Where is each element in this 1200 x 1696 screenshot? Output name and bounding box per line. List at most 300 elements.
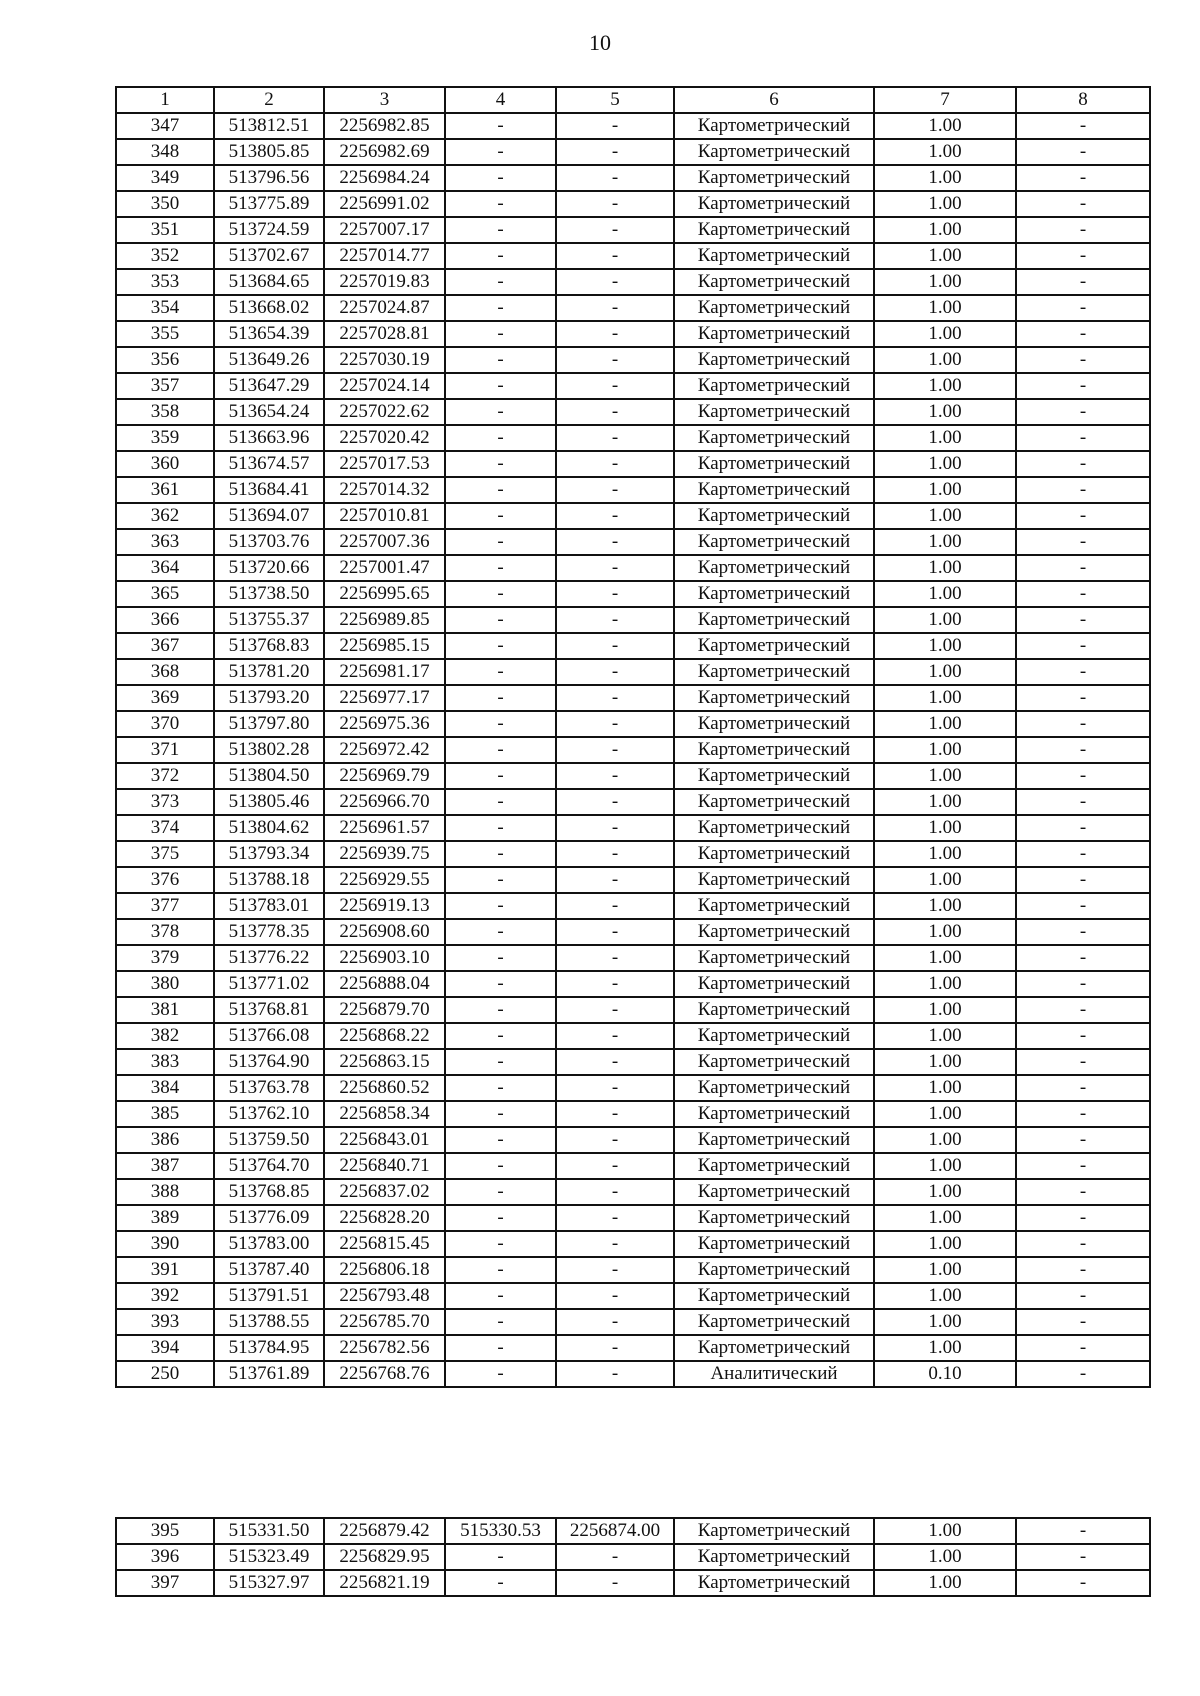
- table-row: [116, 191, 1150, 217]
- col5-value-cell: -: [556, 243, 674, 269]
- x-coordinate-cell: 513647.29: [214, 373, 324, 399]
- point-number-cell: 378: [116, 919, 214, 945]
- y-coordinate-cell: 2256975.36: [324, 711, 445, 737]
- col4-value-cell: -: [445, 555, 556, 581]
- point-number-cell: 364: [116, 555, 214, 581]
- col5-value-cell: -: [556, 971, 674, 997]
- method-cell: Картометрический: [674, 1153, 874, 1179]
- method-cell: Картометрический: [674, 659, 874, 685]
- point-number-cell: 396: [116, 1544, 214, 1570]
- point-number-cell: 369: [116, 685, 214, 711]
- x-coordinate-cell: 513764.90: [214, 1049, 324, 1075]
- table-row: [116, 503, 1150, 529]
- accuracy-cell: 1.00: [874, 711, 1016, 737]
- col4-value-cell: -: [445, 165, 556, 191]
- x-coordinate-cell: 513768.83: [214, 633, 324, 659]
- point-number-cell: 374: [116, 815, 214, 841]
- y-coordinate-cell: 2256782.56: [324, 1335, 445, 1361]
- col5-value-cell: -: [556, 1205, 674, 1231]
- y-coordinate-cell: 2257022.62: [324, 399, 445, 425]
- table-row: [116, 139, 1150, 165]
- col5-value-cell: -: [556, 1257, 674, 1283]
- point-number-cell: 250: [116, 1361, 214, 1387]
- point-number-cell: 371: [116, 737, 214, 763]
- method-cell: Картометрический: [674, 997, 874, 1023]
- col8-value-cell: -: [1016, 737, 1150, 763]
- col5-value-cell: -: [556, 919, 674, 945]
- col5-value-cell: -: [556, 295, 674, 321]
- col8-value-cell: -: [1016, 1570, 1150, 1596]
- col5-value-cell: -: [556, 789, 674, 815]
- point-number-cell: 360: [116, 451, 214, 477]
- point-number-cell: 368: [116, 659, 214, 685]
- accuracy-cell: 1.00: [874, 815, 1016, 841]
- point-number-cell: 350: [116, 191, 214, 217]
- y-coordinate-cell: 2256995.65: [324, 581, 445, 607]
- method-cell: Картометрический: [674, 1205, 874, 1231]
- method-cell: Картометрический: [674, 1518, 874, 1544]
- accuracy-cell: 1.00: [874, 789, 1016, 815]
- col4-value-cell: 515330.53: [445, 1518, 556, 1544]
- col8-value-cell: -: [1016, 1257, 1150, 1283]
- point-number-cell: 395: [116, 1518, 214, 1544]
- point-number-cell: 352: [116, 243, 214, 269]
- x-coordinate-cell: 513764.70: [214, 1153, 324, 1179]
- y-coordinate-cell: 2256868.22: [324, 1023, 445, 1049]
- col5-value-cell: -: [556, 321, 674, 347]
- col8-value-cell: -: [1016, 243, 1150, 269]
- col5-value-cell: -: [556, 581, 674, 607]
- header-cell: 1: [116, 87, 214, 113]
- col4-value-cell: -: [445, 711, 556, 737]
- accuracy-cell: 1.00: [874, 191, 1016, 217]
- col8-value-cell: -: [1016, 1361, 1150, 1387]
- col5-value-cell: -: [556, 997, 674, 1023]
- table-row: [116, 477, 1150, 503]
- y-coordinate-cell: 2256919.13: [324, 893, 445, 919]
- y-coordinate-cell: 2256929.55: [324, 867, 445, 893]
- method-cell: Картометрический: [674, 269, 874, 295]
- y-coordinate-cell: 2256888.04: [324, 971, 445, 997]
- accuracy-cell: 1.00: [874, 295, 1016, 321]
- col4-value-cell: -: [445, 217, 556, 243]
- col5-value-cell: -: [556, 139, 674, 165]
- col8-value-cell: -: [1016, 633, 1150, 659]
- col4-value-cell: -: [445, 1231, 556, 1257]
- accuracy-cell: 1.00: [874, 1049, 1016, 1075]
- method-cell: Картометрический: [674, 1127, 874, 1153]
- x-coordinate-cell: 513802.28: [214, 737, 324, 763]
- point-number-cell: 356: [116, 347, 214, 373]
- point-number-cell: 380: [116, 971, 214, 997]
- method-cell: Картометрический: [674, 139, 874, 165]
- point-number-cell: 355: [116, 321, 214, 347]
- x-coordinate-cell: 513674.57: [214, 451, 324, 477]
- accuracy-cell: 1.00: [874, 269, 1016, 295]
- col5-value-cell: -: [556, 841, 674, 867]
- col5-value-cell: -: [556, 1153, 674, 1179]
- col8-value-cell: -: [1016, 919, 1150, 945]
- y-coordinate-cell: 2257030.19: [324, 347, 445, 373]
- point-number-cell: 358: [116, 399, 214, 425]
- accuracy-cell: 1.00: [874, 243, 1016, 269]
- col8-value-cell: -: [1016, 165, 1150, 191]
- x-coordinate-cell: 513783.00: [214, 1231, 324, 1257]
- method-cell: Картометрический: [674, 113, 874, 139]
- method-cell: Картометрический: [674, 373, 874, 399]
- col8-value-cell: -: [1016, 997, 1150, 1023]
- coordinates-table: [115, 86, 1151, 1388]
- table-row: [116, 347, 1150, 373]
- y-coordinate-cell: 2256939.75: [324, 841, 445, 867]
- col4-value-cell: -: [445, 919, 556, 945]
- col4-value-cell: -: [445, 1049, 556, 1075]
- col8-value-cell: -: [1016, 503, 1150, 529]
- point-number-cell: 373: [116, 789, 214, 815]
- y-coordinate-cell: 2257010.81: [324, 503, 445, 529]
- col5-value-cell: -: [556, 165, 674, 191]
- point-number-cell: 363: [116, 529, 214, 555]
- point-number-cell: 389: [116, 1205, 214, 1231]
- point-number-cell: 381: [116, 997, 214, 1023]
- table-row: [116, 1570, 1150, 1596]
- method-cell: Картометрический: [674, 711, 874, 737]
- col5-value-cell: -: [556, 1570, 674, 1596]
- table-row: [116, 451, 1150, 477]
- y-coordinate-cell: 2256828.20: [324, 1205, 445, 1231]
- method-cell: Картометрический: [674, 555, 874, 581]
- x-coordinate-cell: 513663.96: [214, 425, 324, 451]
- col5-value-cell: -: [556, 529, 674, 555]
- accuracy-cell: 1.00: [874, 113, 1016, 139]
- col5-value-cell: -: [556, 633, 674, 659]
- table-row: [116, 945, 1150, 971]
- x-coordinate-cell: 513783.01: [214, 893, 324, 919]
- x-coordinate-cell: 513654.39: [214, 321, 324, 347]
- col8-value-cell: -: [1016, 1335, 1150, 1361]
- table-row: [116, 1101, 1150, 1127]
- method-cell: Картометрический: [674, 191, 874, 217]
- y-coordinate-cell: 2256840.71: [324, 1153, 445, 1179]
- table-row: [116, 217, 1150, 243]
- col4-value-cell: -: [445, 1127, 556, 1153]
- point-number-cell: 393: [116, 1309, 214, 1335]
- accuracy-cell: 1.00: [874, 581, 1016, 607]
- col4-value-cell: -: [445, 503, 556, 529]
- col4-value-cell: -: [445, 529, 556, 555]
- x-coordinate-cell: 513771.02: [214, 971, 324, 997]
- x-coordinate-cell: 513703.76: [214, 529, 324, 555]
- y-coordinate-cell: 2256858.34: [324, 1101, 445, 1127]
- table-row: [116, 581, 1150, 607]
- method-cell: Картометрический: [674, 243, 874, 269]
- col5-value-cell: -: [556, 217, 674, 243]
- point-number-cell: 386: [116, 1127, 214, 1153]
- point-number-cell: 387: [116, 1153, 214, 1179]
- y-coordinate-cell: 2256815.45: [324, 1231, 445, 1257]
- accuracy-cell: 1.00: [874, 1153, 1016, 1179]
- y-coordinate-cell: 2257019.83: [324, 269, 445, 295]
- y-coordinate-cell: 2256982.85: [324, 113, 445, 139]
- x-coordinate-cell: 513778.35: [214, 919, 324, 945]
- table-row: [116, 1075, 1150, 1101]
- y-coordinate-cell: 2257017.53: [324, 451, 445, 477]
- col5-value-cell: -: [556, 477, 674, 503]
- table-row: [116, 555, 1150, 581]
- col4-value-cell: -: [445, 659, 556, 685]
- y-coordinate-cell: 2256860.52: [324, 1075, 445, 1101]
- col8-value-cell: -: [1016, 347, 1150, 373]
- col4-value-cell: -: [445, 373, 556, 399]
- table-row: [116, 1257, 1150, 1283]
- accuracy-cell: 1.00: [874, 347, 1016, 373]
- y-coordinate-cell: 2256982.69: [324, 139, 445, 165]
- col4-value-cell: -: [445, 243, 556, 269]
- method-cell: Картометрический: [674, 1179, 874, 1205]
- y-coordinate-cell: 2256768.76: [324, 1361, 445, 1387]
- x-coordinate-cell: 513812.51: [214, 113, 324, 139]
- col8-value-cell: -: [1016, 477, 1150, 503]
- col4-value-cell: -: [445, 1544, 556, 1570]
- accuracy-cell: 1.00: [874, 1127, 1016, 1153]
- table-row: [116, 1023, 1150, 1049]
- method-cell: Картометрический: [674, 503, 874, 529]
- y-coordinate-cell: 2256977.17: [324, 685, 445, 711]
- col5-value-cell: -: [556, 1283, 674, 1309]
- x-coordinate-cell: 513694.07: [214, 503, 324, 529]
- col8-value-cell: -: [1016, 893, 1150, 919]
- header-cell: 2: [214, 87, 324, 113]
- x-coordinate-cell: 513804.50: [214, 763, 324, 789]
- y-coordinate-cell: 2257024.87: [324, 295, 445, 321]
- col4-value-cell: -: [445, 633, 556, 659]
- col4-value-cell: -: [445, 841, 556, 867]
- accuracy-cell: 1.00: [874, 971, 1016, 997]
- col5-value-cell: -: [556, 1179, 674, 1205]
- y-coordinate-cell: 2256991.02: [324, 191, 445, 217]
- x-coordinate-cell: 513763.78: [214, 1075, 324, 1101]
- point-number-cell: 377: [116, 893, 214, 919]
- col4-value-cell: -: [445, 1335, 556, 1361]
- col4-value-cell: -: [445, 945, 556, 971]
- x-coordinate-cell: 513649.26: [214, 347, 324, 373]
- col8-value-cell: -: [1016, 191, 1150, 217]
- table-row: [116, 295, 1150, 321]
- method-cell: Картометрический: [674, 321, 874, 347]
- col5-value-cell: -: [556, 399, 674, 425]
- method-cell: Картометрический: [674, 217, 874, 243]
- x-coordinate-cell: 515327.97: [214, 1570, 324, 1596]
- accuracy-cell: 1.00: [874, 1309, 1016, 1335]
- y-coordinate-cell: 2256989.85: [324, 607, 445, 633]
- accuracy-cell: 1.00: [874, 633, 1016, 659]
- accuracy-cell: 1.00: [874, 1283, 1016, 1309]
- col4-value-cell: -: [445, 737, 556, 763]
- col4-value-cell: -: [445, 789, 556, 815]
- accuracy-cell: 1.00: [874, 1205, 1016, 1231]
- x-coordinate-cell: 513762.10: [214, 1101, 324, 1127]
- method-cell: Картометрический: [674, 945, 874, 971]
- col8-value-cell: -: [1016, 1101, 1150, 1127]
- col4-value-cell: -: [445, 1205, 556, 1231]
- point-number-cell: 394: [116, 1335, 214, 1361]
- x-coordinate-cell: 513788.18: [214, 867, 324, 893]
- method-cell: Картометрический: [674, 581, 874, 607]
- col4-value-cell: -: [445, 191, 556, 217]
- method-cell: Картометрический: [674, 1101, 874, 1127]
- col8-value-cell: -: [1016, 607, 1150, 633]
- accuracy-cell: 1.00: [874, 321, 1016, 347]
- table-row: [116, 425, 1150, 451]
- col4-value-cell: -: [445, 607, 556, 633]
- accuracy-cell: 1.00: [874, 555, 1016, 581]
- method-cell: Картометрический: [674, 789, 874, 815]
- table-row: [116, 1544, 1150, 1570]
- method-cell: Картометрический: [674, 1049, 874, 1075]
- col4-value-cell: -: [445, 269, 556, 295]
- accuracy-cell: 1.00: [874, 1101, 1016, 1127]
- y-coordinate-cell: 2256981.17: [324, 659, 445, 685]
- method-cell: Картометрический: [674, 347, 874, 373]
- col8-value-cell: -: [1016, 1127, 1150, 1153]
- point-number-cell: 362: [116, 503, 214, 529]
- point-number-cell: 365: [116, 581, 214, 607]
- table-row: [116, 1153, 1150, 1179]
- accuracy-cell: 1.00: [874, 373, 1016, 399]
- accuracy-cell: 1.00: [874, 1570, 1016, 1596]
- table-row: [116, 711, 1150, 737]
- col5-value-cell: -: [556, 607, 674, 633]
- col8-value-cell: -: [1016, 555, 1150, 581]
- y-coordinate-cell: 2256879.42: [324, 1518, 445, 1544]
- accuracy-cell: 1.00: [874, 893, 1016, 919]
- method-cell: Картометрический: [674, 1075, 874, 1101]
- table-row: [116, 269, 1150, 295]
- col8-value-cell: -: [1016, 1179, 1150, 1205]
- point-number-cell: 383: [116, 1049, 214, 1075]
- col8-value-cell: -: [1016, 1153, 1150, 1179]
- accuracy-cell: 1.00: [874, 1179, 1016, 1205]
- table-row: [116, 1049, 1150, 1075]
- col5-value-cell: 2256874.00: [556, 1518, 674, 1544]
- accuracy-cell: 1.00: [874, 425, 1016, 451]
- method-cell: Картометрический: [674, 841, 874, 867]
- method-cell: Картометрический: [674, 607, 874, 633]
- col8-value-cell: -: [1016, 581, 1150, 607]
- table-row: [116, 737, 1150, 763]
- table-row: [116, 997, 1150, 1023]
- y-coordinate-cell: 2256985.15: [324, 633, 445, 659]
- table-row: [116, 919, 1150, 945]
- y-coordinate-cell: 2257007.36: [324, 529, 445, 555]
- method-cell: Картометрический: [674, 1309, 874, 1335]
- col8-value-cell: -: [1016, 1283, 1150, 1309]
- accuracy-cell: 1.00: [874, 659, 1016, 685]
- x-coordinate-cell: 513761.89: [214, 1361, 324, 1387]
- header-cell: 3: [324, 87, 445, 113]
- col4-value-cell: -: [445, 1283, 556, 1309]
- point-number-cell: 359: [116, 425, 214, 451]
- col4-value-cell: -: [445, 1570, 556, 1596]
- method-cell: Картометрический: [674, 815, 874, 841]
- table-row: [116, 659, 1150, 685]
- col8-value-cell: -: [1016, 763, 1150, 789]
- table-row: [116, 1283, 1150, 1309]
- accuracy-cell: 1.00: [874, 217, 1016, 243]
- col5-value-cell: -: [556, 451, 674, 477]
- method-cell: Картометрический: [674, 451, 874, 477]
- accuracy-cell: 1.00: [874, 737, 1016, 763]
- x-coordinate-cell: 513805.85: [214, 139, 324, 165]
- x-coordinate-cell: 513668.02: [214, 295, 324, 321]
- y-coordinate-cell: 2256969.79: [324, 763, 445, 789]
- x-coordinate-cell: 513775.89: [214, 191, 324, 217]
- col5-value-cell: -: [556, 1231, 674, 1257]
- col8-value-cell: -: [1016, 139, 1150, 165]
- x-coordinate-cell: 513793.34: [214, 841, 324, 867]
- method-cell: Картометрический: [674, 867, 874, 893]
- point-number-cell: 361: [116, 477, 214, 503]
- y-coordinate-cell: 2256843.01: [324, 1127, 445, 1153]
- col8-value-cell: -: [1016, 971, 1150, 997]
- accuracy-cell: 1.00: [874, 1518, 1016, 1544]
- x-coordinate-cell: 513784.95: [214, 1335, 324, 1361]
- col5-value-cell: -: [556, 113, 674, 139]
- y-coordinate-cell: 2256785.70: [324, 1309, 445, 1335]
- x-coordinate-cell: 513738.50: [214, 581, 324, 607]
- col4-value-cell: -: [445, 451, 556, 477]
- col4-value-cell: -: [445, 893, 556, 919]
- method-cell: Картометрический: [674, 1231, 874, 1257]
- col4-value-cell: -: [445, 1179, 556, 1205]
- point-number-cell: 392: [116, 1283, 214, 1309]
- col4-value-cell: -: [445, 295, 556, 321]
- table-row: [116, 789, 1150, 815]
- col8-value-cell: -: [1016, 867, 1150, 893]
- header-cell: 5: [556, 87, 674, 113]
- accuracy-cell: 1.00: [874, 867, 1016, 893]
- method-cell: Картометрический: [674, 425, 874, 451]
- table-row: [116, 373, 1150, 399]
- accuracy-cell: 1.00: [874, 607, 1016, 633]
- col8-value-cell: -: [1016, 815, 1150, 841]
- method-cell: Картометрический: [674, 477, 874, 503]
- table-row: [116, 1335, 1150, 1361]
- accuracy-cell: 1.00: [874, 841, 1016, 867]
- y-coordinate-cell: 2256793.48: [324, 1283, 445, 1309]
- col8-value-cell: -: [1016, 945, 1150, 971]
- col8-value-cell: -: [1016, 1205, 1150, 1231]
- col8-value-cell: -: [1016, 321, 1150, 347]
- x-coordinate-cell: 513796.56: [214, 165, 324, 191]
- x-coordinate-cell: 513654.24: [214, 399, 324, 425]
- col8-value-cell: -: [1016, 529, 1150, 555]
- col4-value-cell: -: [445, 425, 556, 451]
- col8-value-cell: -: [1016, 711, 1150, 737]
- col4-value-cell: -: [445, 1101, 556, 1127]
- x-coordinate-cell: 513781.20: [214, 659, 324, 685]
- accuracy-cell: 1.00: [874, 1075, 1016, 1101]
- table-row: [116, 399, 1150, 425]
- table-row: [116, 1361, 1150, 1387]
- col4-value-cell: -: [445, 1075, 556, 1101]
- header-cell: 4: [445, 87, 556, 113]
- col4-value-cell: -: [445, 477, 556, 503]
- x-coordinate-cell: 513768.85: [214, 1179, 324, 1205]
- col5-value-cell: -: [556, 1049, 674, 1075]
- point-number-cell: 397: [116, 1570, 214, 1596]
- method-cell: Картометрический: [674, 399, 874, 425]
